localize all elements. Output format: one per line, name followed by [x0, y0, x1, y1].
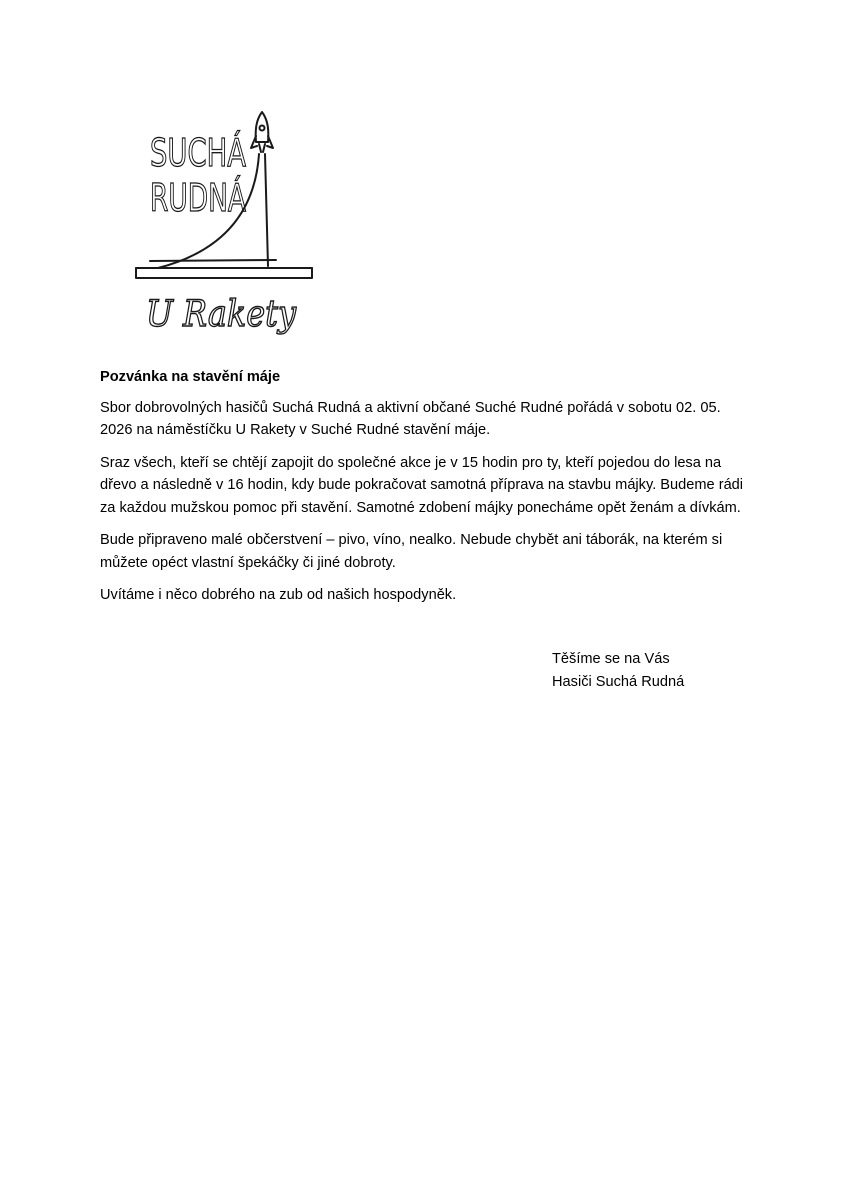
closing-line: Těšíme se na Vás	[552, 651, 670, 667]
letter-paragraph-1: Sbor dobrovolných hasičů Suchá Rudná a aktivní občané Suché Rudné pořádá v sobotu 02. 05. 2026 na náměstíčku U Rakety v Suché Rudné stavění máje.	[100, 399, 721, 438]
letter-paragraph-2: Sraz všech, kteří se chtějí zapojit do společné akce je v 15 hodin pro ty, kteří pojedou do lesa na dřevo a následně v 16 hodin, kdy bude pokračovat samotná příprava na stavbu májky. Budeme rádi za každou mužskou pomoc při stavění. Samotné zdobení májky ponecháme opět ženám a dívkám.	[100, 454, 744, 516]
letter-title: Pozvánka na stavění máje	[100, 369, 281, 385]
letter-paragraph-4: Uvítáme i něco dobrého na zub od našich hospodyněk.	[100, 587, 457, 603]
logo-line-1: SUCHÁ	[150, 131, 246, 175]
logo-line-2: RUDNÁ	[150, 176, 246, 220]
logo	[128, 108, 318, 343]
sender-line: Hasiči Suchá Rudná	[552, 673, 685, 690]
letter-body	[100, 366, 750, 617]
logo-script-text: U Rakety	[146, 294, 297, 335]
signature-block	[552, 648, 684, 693]
rocket-logo-icon	[128, 108, 318, 343]
letter-paragraph-3: Bude připraveno malé občerstvení – pivo, víno, nealko. Nebude chybět ani táborák, na kterém si můžete opéct vlastní špekáčky či jiné dobroty.	[100, 532, 723, 571]
